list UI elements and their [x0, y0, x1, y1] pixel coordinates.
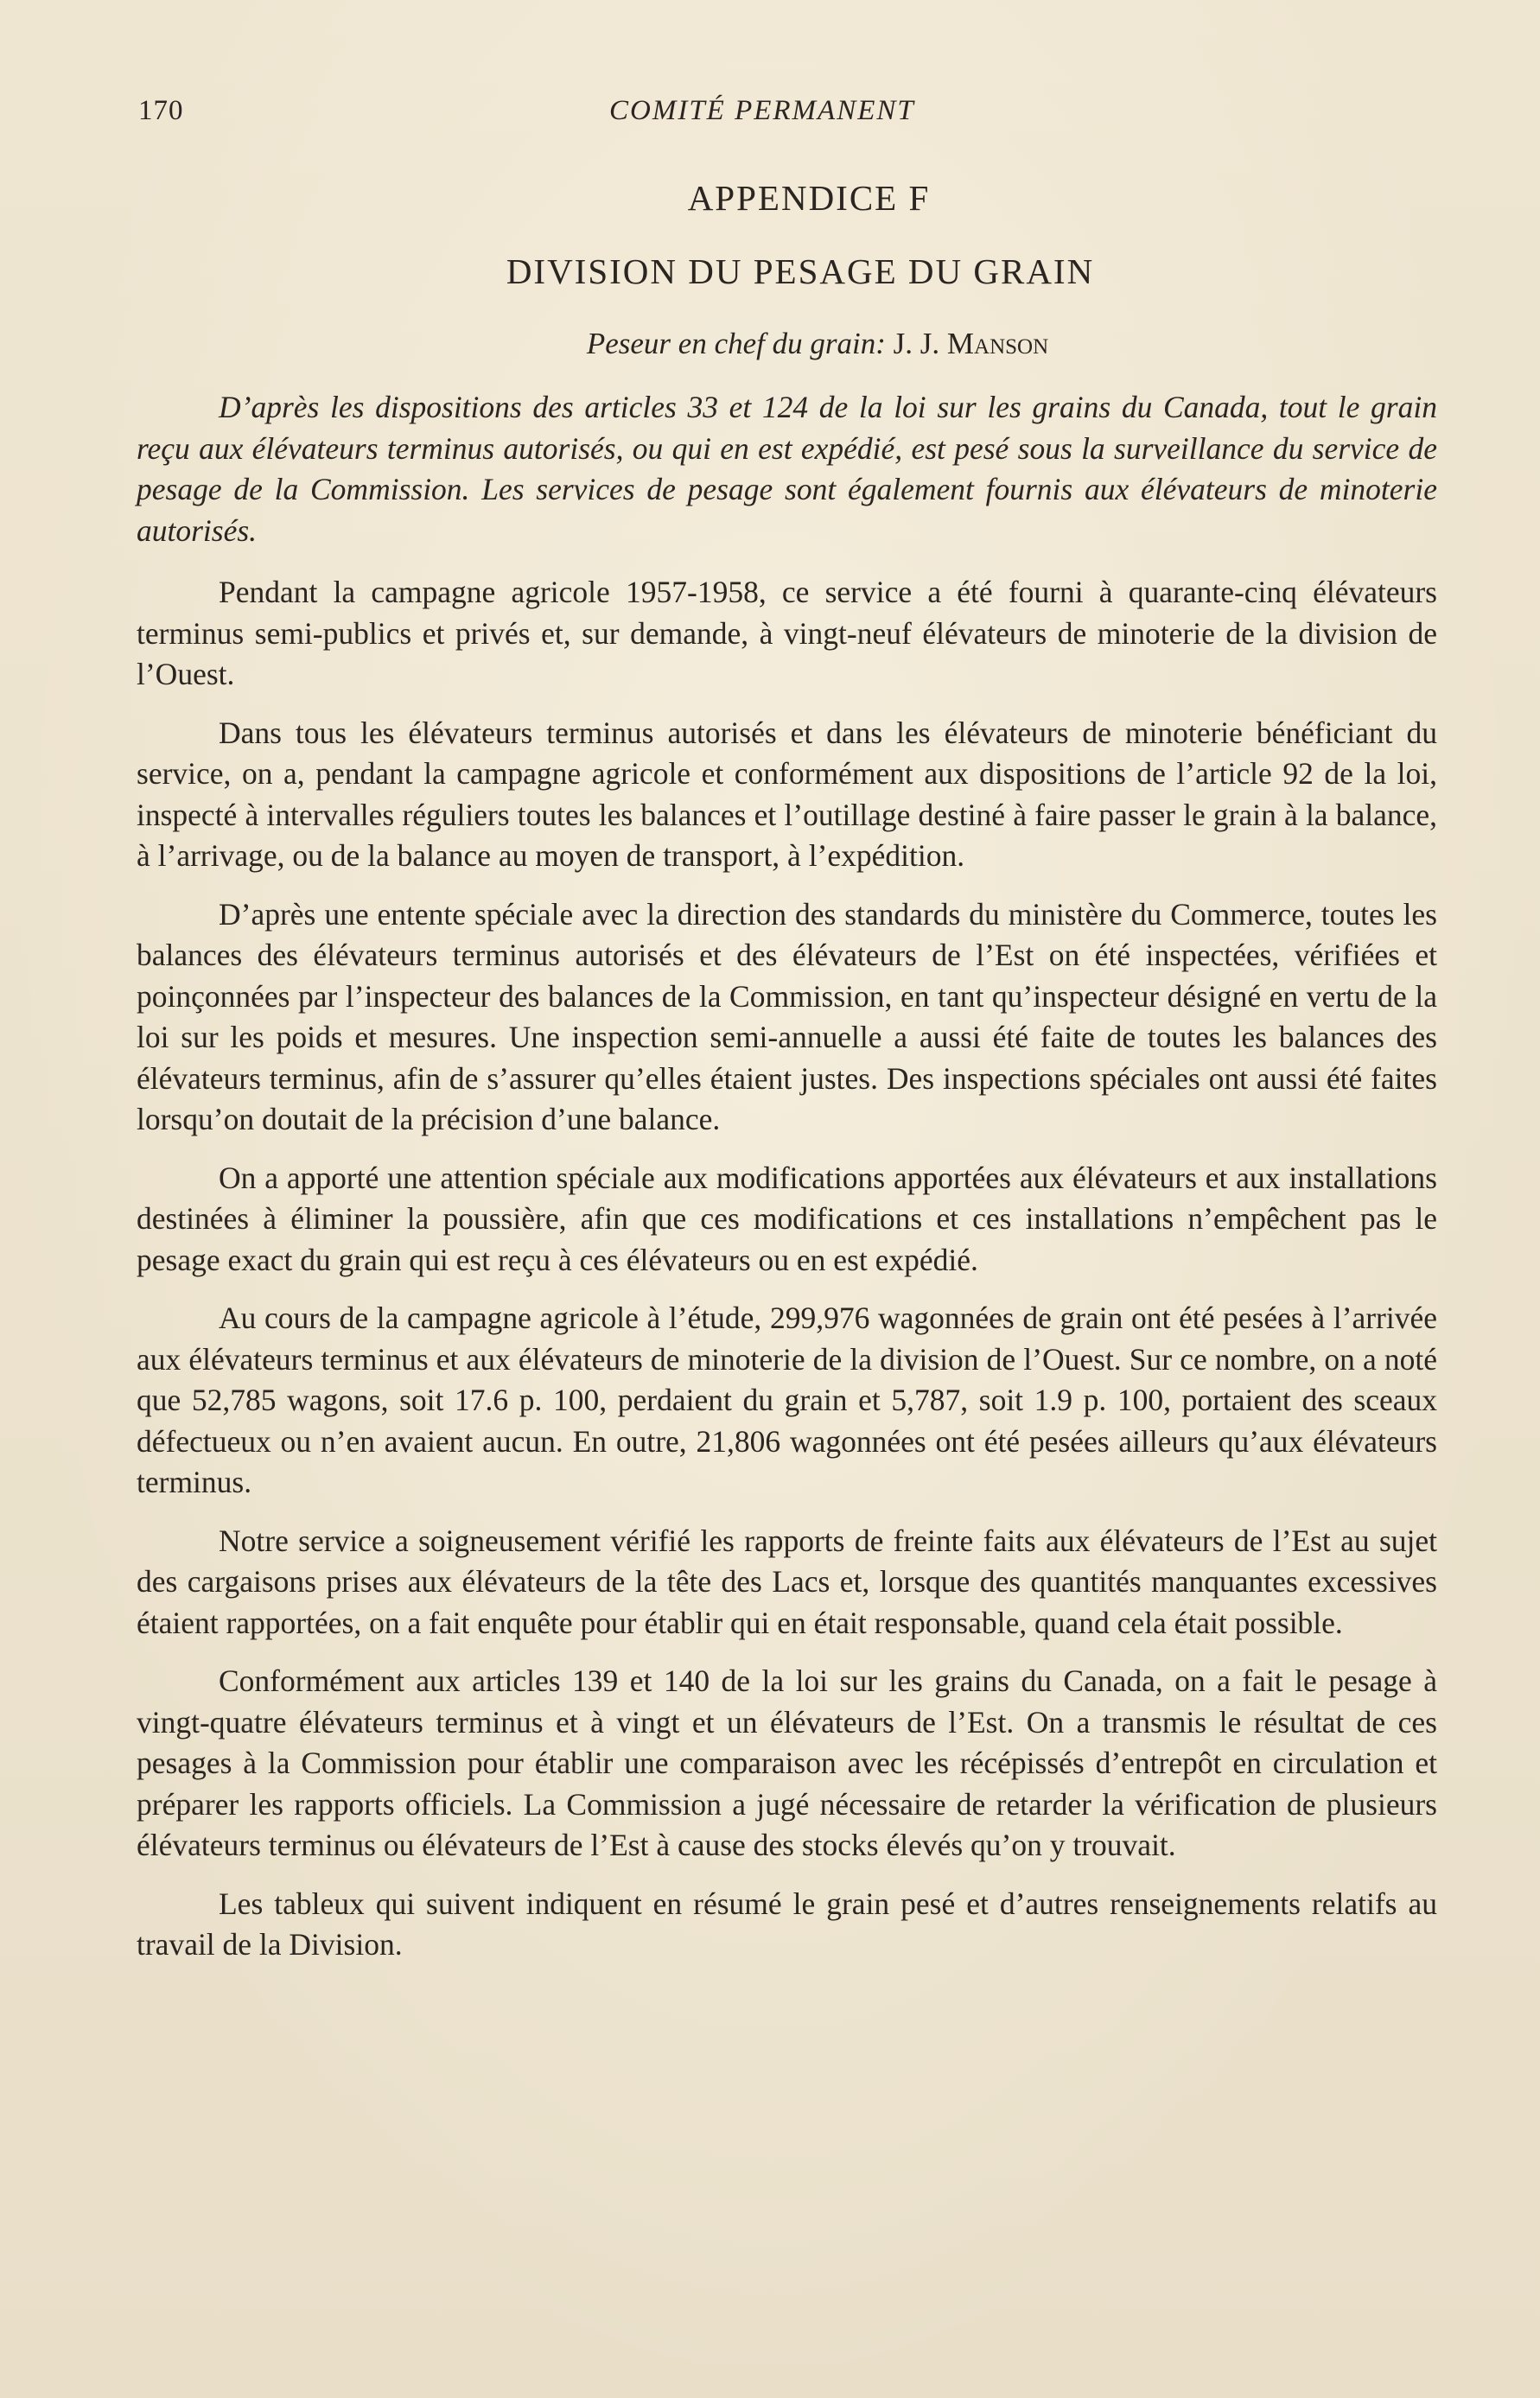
paragraph: Notre service a soigneusement vérifié les rapports de freinte faits aux élévateurs de l’Est au sujet des cargaisons prises aux élévateurs de la tête des Lacs et, lorsque des quantités manquantes excessives étaient rapportées, on a fait enquête pour établir qui en était responsable, quand cela était possible. [137, 1523, 1437, 1640]
paragraph: Dans tous les élévateurs terminus autorisés et dans les élévateurs de minoterie bénéficiant du service, on a, pendant la campagne agricole et conformément aux dispositions de l’article 92 de la loi, inspecté à intervalles réguliers toutes les balances et l’outillage destiné à faire passer le grain à la balance, à l’arrivage, ou de la balance au moyen de transport, à l’expédition. [137, 715, 1437, 873]
paragraph: Conformément aux articles 139 et 140 de la loi sur les grains du Canada, on a fait le pesage à vingt-quatre élévateurs terminus et à vingt et un élévateurs de l’Est. On a transmis le résultat de ces pesages à la Commission pour établir une comparaison avec les récépissés d’entrepôt en circulation et préparer les rapports officiels. La Commission a jugé nécessaire de retarder la vérification de plusieurs élévateurs terminus ou élévateurs de l’Est à cause des stocks élevés qu’on y trouvait. [137, 1663, 1437, 1862]
page-number: 170 [138, 95, 184, 126]
running-head: COMITÉ PERMANENT [609, 95, 915, 126]
paragraph: Les tableux qui suivent indiquent en résumé le grain pesé et d’autres renseignements relatifs au travail de la Division. [137, 1886, 1437, 1962]
chief-surname: Manson [946, 327, 1049, 360]
paragraph: Au cours de la campagne agricole à l’étude, 299,976 wagonnées de grain ont été pesées à l’arrivée aux élévateurs terminus et aux élévateurs de minoterie de la division de l’Ouest. Sur ce nombre, on a noté que 52,785 wagons, soit 17.6 p. 100, perdaient du grain et 5,787, soit 1.9 p. 100, portaient des sceaux défectueux ou n’en avaient aucun. En outre, 21,806 wagonnées ont été pesées ailleurs qu’aux élévateurs terminus. [137, 1301, 1437, 1499]
appendix-title: APPENDICE F [687, 178, 931, 218]
chief-role: Peseur en chef du grain: [586, 327, 886, 360]
chief-weigher-line [0, 327, 1540, 361]
intro-paragraph: D’après les dispositions des articles 33 et 124 de la loi sur les grains du Canada, tout le grain reçu aux élévateurs terminus autorisés, ou qui en est expédié, est pesé sous la surveillance du service de pesage de la Commission. Les services de pesage sont également fournis aux élévateurs de minoterie autorisés. [137, 390, 1437, 548]
division-title: DIVISION DU PESAGE DU GRAIN [506, 251, 1095, 291]
paragraph: Pendant la campagne agricole 1957-1958, ce service a été fourni à quarante-cinq élévateurs terminus semi-publics et privés et, sur demande, à vingt-neuf élévateurs de minoterie de la division de l’Ouest. [137, 575, 1437, 691]
body-text [137, 387, 1437, 1983]
page-header [138, 95, 1435, 138]
paragraph: On a apporté une attention spéciale aux modifications apportées aux élévateurs et aux installations destinées à éliminer la poussière, afin que ces modifications et ces installations n’empêchent pas le pesage exact du grain qui est reçu à ces élévateurs ou en est expédié. [137, 1160, 1437, 1277]
paragraph: D’après une entente spéciale avec la direction des standards du ministère du Commerce, toutes les balances des élévateurs terminus autorisés et des élévateurs de l’Est on été inspectées, vérifiées et poinçonnées par l’inspecteur des balances de la Commission, en tant qu’inspecteur désigné en vertu de la loi sur les poids et mesures. Une inspection semi-annuelle a aussi été faite de toutes les balances des élévateurs terminus, afin de s’assurer qu’elles étaient justes. Des inspections spéciales ont aussi été faites lorsqu’on doutait de la précision d’une balance. [137, 896, 1437, 1136]
chief-initials: J. J. [893, 327, 940, 360]
